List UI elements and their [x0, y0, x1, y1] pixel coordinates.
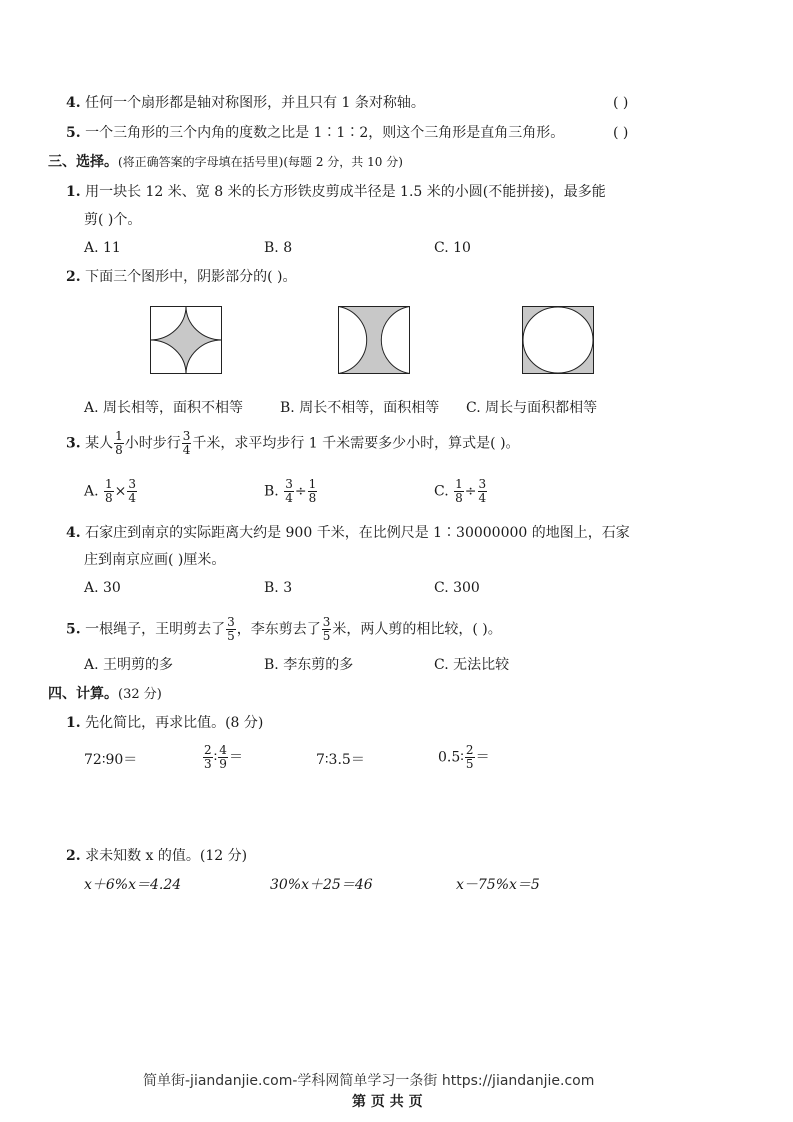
question-number: 3.	[66, 435, 81, 452]
option-label: C.	[434, 483, 449, 500]
equals-sign: ＝	[228, 749, 243, 766]
fraction	[182, 430, 192, 457]
denominator: 4	[128, 491, 137, 505]
operator: ÷	[294, 483, 307, 500]
numerator: 3	[285, 477, 293, 491]
denominator: 4	[285, 491, 293, 505]
denominator: 8	[115, 443, 123, 457]
numerator: 1	[115, 429, 123, 443]
fraction	[226, 616, 236, 643]
section-heading	[48, 152, 403, 172]
numerator: 2	[204, 743, 212, 757]
option-b[interactable]: B. 8	[264, 240, 293, 256]
denominator: 9	[219, 757, 227, 771]
figure-two-semicircles	[338, 306, 410, 374]
expression-prefix: 0.5∶	[438, 749, 464, 766]
option-b[interactable]: B. 李东剪的多	[264, 657, 354, 673]
question-number: 1.	[66, 715, 81, 731]
question-text: 用一块长 12 米、宽 8 米的长方形铁皮剪成半径是 1.5 米的小圆(不能拼接)，最多能	[85, 184, 606, 200]
ratio-expression-2	[202, 744, 243, 771]
ratio-expression-4	[438, 744, 490, 771]
calc-question-1	[66, 713, 263, 733]
judge-question-5	[66, 123, 564, 143]
equation-1: x＋6%x＝4.24	[84, 877, 182, 893]
answer-paren[interactable]: ( )	[613, 95, 629, 111]
option-c[interactable]	[434, 478, 488, 505]
fraction	[104, 478, 114, 505]
numerator: 4	[219, 743, 227, 757]
section-heading	[48, 684, 162, 705]
choice-question-3	[66, 430, 520, 457]
option-b[interactable]: B. 周长不相等，面积相等	[280, 400, 440, 416]
option-a[interactable]: A. 周长相等，面积不相等	[84, 400, 244, 416]
fraction	[308, 478, 318, 505]
ratio-expression-3: 7∶3.5＝	[316, 752, 365, 768]
answer-paren[interactable]: ( )	[613, 125, 629, 141]
watermark-text: 简单街-jiandanjie.com-学科网简单学习一条街 https://jiandanjie.com	[143, 1073, 595, 1089]
option-c[interactable]: C. 10	[434, 240, 471, 256]
fraction	[218, 744, 228, 771]
question-text-pre: 一根绳子，王明剪去了	[85, 621, 226, 638]
question-number: 5.	[66, 621, 81, 638]
fraction	[478, 478, 488, 505]
question-text: 下面三个图形中，阴影部分的( )。	[85, 269, 297, 285]
question-number: 2.	[66, 269, 81, 285]
question-number: 5.	[66, 125, 81, 141]
question-number: 4.	[66, 525, 81, 541]
fraction	[284, 478, 294, 505]
option-c[interactable]: C. 周长与面积都相等	[466, 400, 598, 416]
numerator: 3	[478, 477, 487, 491]
denominator: 4	[182, 443, 191, 457]
question-text-line2: 庄到南京应画( )厘米。	[84, 552, 226, 568]
section-note: (将正确答案的字母填在括号里)(每题 2 分，共 10 分)	[118, 155, 403, 169]
question-text: 先化简比，再求比值。(8 分)	[85, 715, 264, 731]
question-text: 求未知数 x 的值。(12 分)	[85, 848, 248, 864]
option-a[interactable]: A. 11	[84, 240, 121, 256]
question-text-post: 千米，求平均步行 1 千米需要多少小时，算式是( )。	[192, 435, 520, 452]
choice-question-1	[66, 182, 606, 202]
section-title: 三、选择。	[48, 154, 118, 170]
fraction	[454, 478, 464, 505]
calc-question-2	[66, 846, 247, 866]
option-a[interactable]	[84, 478, 138, 505]
question-text-mid: 小时步行	[124, 435, 181, 452]
fraction	[127, 478, 137, 505]
denominator: 3	[204, 757, 212, 771]
choice-question-5	[66, 616, 502, 643]
ratio-expression-1: 72∶90＝	[84, 752, 138, 768]
denominator: 4	[478, 491, 487, 505]
question-text-line2: 剪( )个。	[84, 212, 142, 228]
fraction	[322, 616, 332, 643]
fraction	[114, 430, 124, 457]
page-number: 第 页 共 页	[352, 1094, 423, 1110]
judge-question-4	[66, 93, 425, 113]
choice-question-4	[66, 523, 630, 543]
figure-star-shape	[150, 306, 222, 374]
operator: ×	[114, 483, 127, 500]
question-number: 1.	[66, 184, 81, 200]
figure-inscribed-circle	[522, 306, 594, 374]
option-label: A.	[84, 483, 99, 500]
numerator: 1	[105, 477, 113, 491]
ratio-sign: ∶	[213, 749, 218, 766]
section-title: 四、计算。	[48, 686, 118, 702]
denominator: 8	[308, 491, 317, 505]
question-number: 2.	[66, 848, 81, 864]
numerator: 1	[308, 477, 317, 491]
denominator: 8	[455, 491, 463, 505]
equation-2: 30%x＋25＝46	[270, 877, 373, 893]
question-text: 石家庄到南京的实际距离大约是 900 千米，在比例尺是 1∶30000000 的地图上，石家	[85, 525, 630, 541]
option-c[interactable]: C. 300	[434, 580, 480, 596]
question-text-mid: ，李东剪去了	[236, 621, 321, 638]
question-text-post: 米，两人剪的相比较，( )。	[332, 621, 502, 638]
numerator: 2	[465, 743, 474, 757]
numerator: 3	[128, 477, 137, 491]
choice-question-2	[66, 267, 296, 287]
question-text-pre: 某人	[85, 435, 114, 452]
question-text: 任何一个扇形都是轴对称图形，并且只有 1 条对称轴。	[85, 95, 425, 111]
option-label: B.	[264, 483, 279, 500]
numerator: 3	[322, 615, 331, 629]
fraction	[203, 744, 213, 771]
denominator: 8	[105, 491, 113, 505]
numerator: 3	[227, 615, 235, 629]
question-text: 一个三角形的三个内角的度数之比是 1∶1∶2，则这个三角形是直角三角形。	[85, 125, 565, 141]
option-a[interactable]: A. 王明剪的多	[84, 657, 174, 673]
numerator: 3	[182, 429, 191, 443]
option-a[interactable]: A. 30	[84, 580, 121, 596]
equation-3: x－75%x＝5	[456, 877, 540, 893]
denominator: 5	[465, 757, 474, 771]
option-c[interactable]: C. 无法比较	[434, 657, 510, 673]
equals-sign: ＝	[475, 749, 490, 766]
denominator: 5	[227, 629, 235, 643]
denominator: 5	[322, 629, 331, 643]
section-note: (32 分)	[118, 687, 162, 702]
fraction	[465, 744, 475, 771]
numerator: 1	[455, 477, 463, 491]
operator: ÷	[464, 483, 477, 500]
option-b[interactable]: B. 3	[264, 580, 293, 596]
option-b[interactable]	[264, 478, 318, 505]
question-number: 4.	[66, 95, 81, 111]
